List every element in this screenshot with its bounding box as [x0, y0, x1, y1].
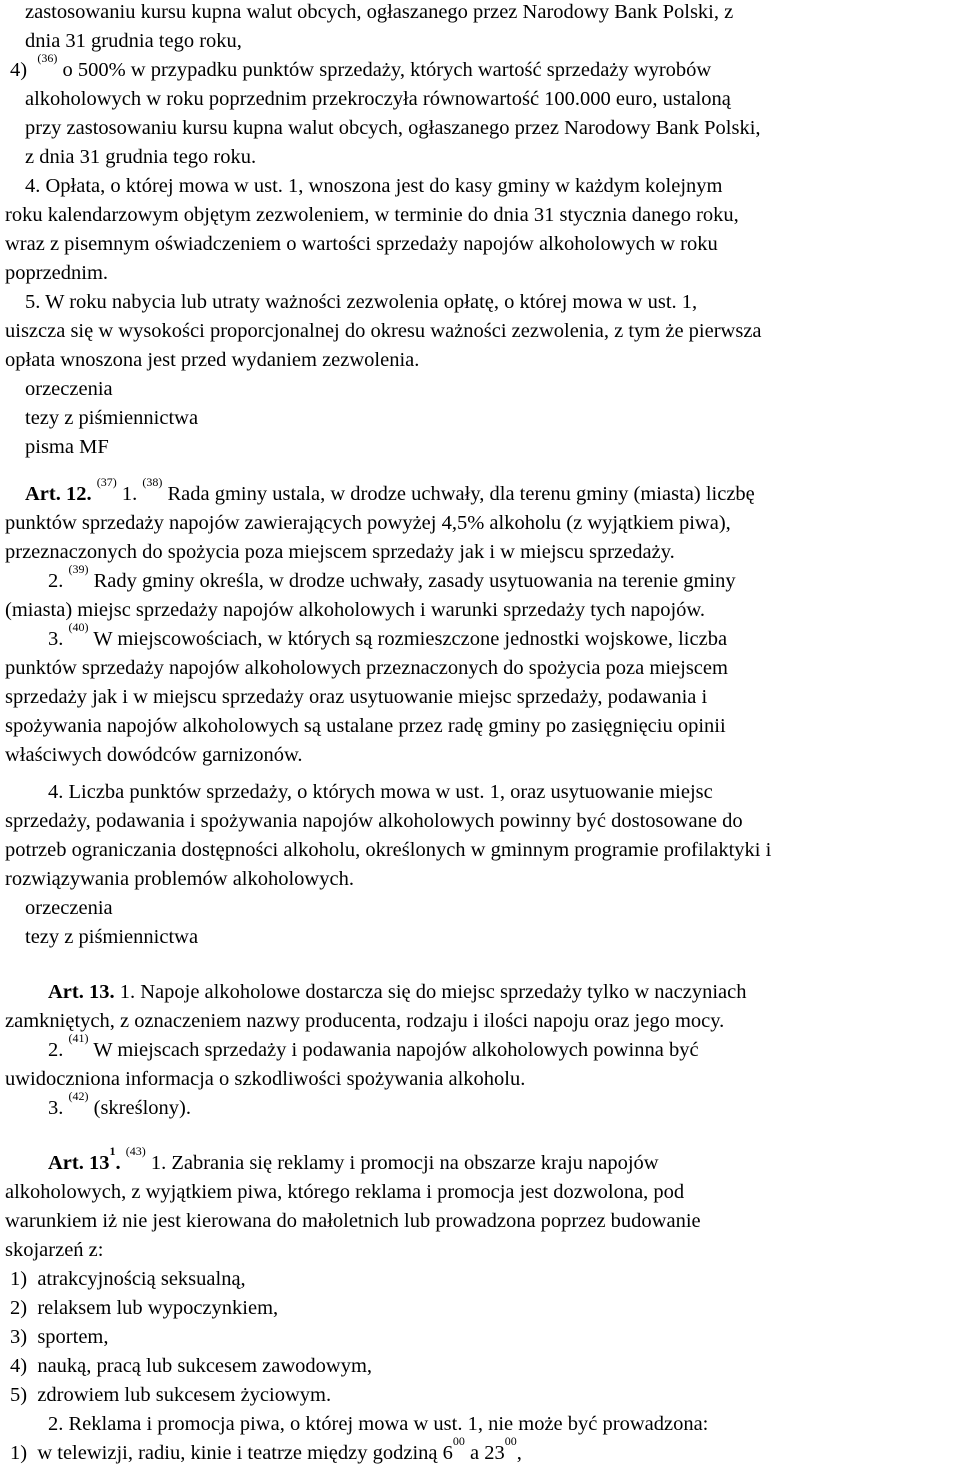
text-line: punktów sprzedaży napojów alkoholowych przeznaczonych do spożycia poza miejscem: [5, 657, 728, 679]
text-line: 2. Reklama i promocja piwa, o której mowa w ust. 1, nie może być prowadzona:: [48, 1413, 709, 1435]
text-line: rozwiązywania problemów alkoholowych.: [5, 868, 354, 890]
footnote-ref[interactable]: (40): [68, 620, 89, 634]
list-number: 4): [10, 59, 28, 81]
text-line: warunkiem iż nie jest kierowana do małoletnich lub prowadzona poprzez budowanie: [5, 1210, 701, 1232]
text-line: 4. Liczba punktów sprzedaży, o których mowa w ust. 1, oraz usytuowanie miejsc: [48, 781, 713, 803]
link-orzeczenia[interactable]: orzeczenia: [25, 897, 113, 919]
link-tezy[interactable]: tezy z piśmiennictwa: [25, 407, 199, 429]
text-line: opłata wnoszona jest przed wydaniem zezwolenia.: [5, 349, 420, 371]
text-line: alkoholowych, z wyjątkiem piwa, którego reklama i promocja jest dozwolona, pod: [5, 1181, 685, 1203]
text-line: uwidoczniona informacja o szkodliwości spożywania alkoholu.: [5, 1068, 526, 1090]
footnote-ref[interactable]: (41): [68, 1031, 89, 1045]
footnote-ref[interactable]: (38): [142, 475, 163, 489]
text-line: (miasta) miejsc sprzedaży napojów alkoholowych i warunki sprzedaży tych napojów.: [5, 599, 706, 621]
list-item: 1) atrakcyjnością seksualną,: [10, 1268, 246, 1290]
paragraph-3: 3. $^{(40)}$ W miejscowościach, w których są rozmieszczone jednostki wojskowe, liczba: [48, 620, 728, 650]
text-line: roku kalendarzowym objętym zezwoleniem, w terminie do dnia 31 stycznia danego roku,: [5, 204, 739, 226]
link-pisma-mf[interactable]: pisma MF: [25, 436, 109, 458]
text-line: spożywania napojów alkoholowych są ustalane przez radę gminy po zasięgnięciu opinii: [5, 715, 726, 737]
text-line: sprzedaży jak i w miejscu sprzedaży oraz usytuowanie miejsc sprzedaży, podawania i: [5, 686, 708, 708]
list-item: 5) zdrowiem lub sukcesem życiowym.: [10, 1384, 332, 1406]
text-line: przy zastosowaniu kursu kupna walut obcych, ogłaszanego przez Narodowy Bank Polski,: [25, 117, 761, 139]
text-line: potrzeb ograniczania dostępności alkoholu, określonych w gminnym programie profilaktyki i: [5, 839, 772, 861]
footnote-ref[interactable]: (39): [68, 562, 89, 576]
footnote-ref[interactable]: (36): [37, 51, 58, 65]
text-line: skojarzeń z:: [5, 1239, 104, 1261]
text-line: uiszcza się w wysokości proporcjonalnej do okresu ważności zezwolenia, z tym że pierwsza: [5, 320, 762, 342]
text-line: sprzedaży, podawania i spożywania napojów alkoholowych powinny być dostosowane do: [5, 810, 743, 832]
text-line: zamkniętych, z oznaczeniem nazwy producenta, rodzaju i ilości napoju oraz jego mocy.: [5, 1010, 725, 1032]
footnote-ref[interactable]: (42): [68, 1089, 89, 1103]
text-line: alkoholowych w roku poprzednim przekroczyła równowartość 100.000 euro, ustaloną: [25, 88, 731, 110]
article-number: Art. 12.: [25, 483, 92, 505]
paragraph-3: 3. $^{(42)}$ (skreślony).: [48, 1089, 191, 1119]
list-item: 4) nauką, pracą lub sukcesem zawodowym,: [10, 1355, 373, 1377]
text-line: 4. Opłata, o której mowa w ust. 1, wnoszona jest do kasy gminy w każdym kolejnym: [25, 175, 723, 197]
list-item: [10, 51, 712, 85]
footnote-ref[interactable]: (43): [125, 1144, 146, 1158]
list-item: 2) relaksem lub wypoczynkiem,: [10, 1297, 279, 1319]
link-tezy[interactable]: tezy z piśmiennictwa: [25, 926, 199, 948]
article-13-heading: Art. 13. 1. Napoje alkoholowe dostarcza się do miejsc sprzedaży tylko w naczyniach: [48, 981, 747, 1003]
article-number: Art. 13.: [48, 981, 115, 1003]
text-line: z dnia 31 grudnia tego roku.: [25, 146, 257, 168]
text-line: 5. W roku nabycia lub utraty ważności zezwolenia opłatę, o której mowa w ust. 1,: [25, 291, 698, 313]
paragraph-2: 2. $^{(41)}$ W miejscach sprzedaży i podawania napojów alkoholowych powinna być: [48, 1031, 699, 1061]
article-12-heading: Art. 12. $^{(37)}$ 1. $^{(38)}$ Rada gminy ustala, w drodze uchwały, dla terenu gminy (miasta) liczbę: [25, 475, 755, 505]
list-item: 3) sportem,: [10, 1326, 109, 1348]
text-line: przeznaczonych do spożycia poza miejscem sprzedaży jak i w miejscu sprzedaży.: [5, 541, 675, 563]
link-orzeczenia[interactable]: orzeczenia: [25, 378, 113, 400]
text-line: punktów sprzedaży napojów zawierających powyżej 4,5% alkoholu (z wyjątkiem piwa),: [5, 512, 731, 534]
text-line: poprzednim.: [5, 262, 109, 284]
footnote-ref[interactable]: (37): [96, 475, 117, 489]
article-number: Art. 13: [48, 1152, 110, 1174]
article-13-1-heading: Art. $13^1$. $^{(43)}$ 1. Zabrania się reklamy i promocji na obszarze kraju napojów: [48, 1144, 659, 1174]
text-line: wraz z pisemnym oświadczeniem o wartości sprzedaży napojów alkoholowych w roku: [5, 233, 718, 255]
paragraph-2: 2. $^{(39)}$ Rady gminy określa, w drodze uchwały, zasady usytuowania na terenie gminy: [48, 562, 736, 592]
list-item: 1) w telewizji, radiu, kinie i teatrze między godziną $6^{00}$ a $23^{00}$,: [10, 1434, 522, 1464]
text-line: zastosowaniu kursu kupna walut obcych, ogłaszanego przez Narodowy Bank Polski, z: [25, 1, 734, 23]
text-line: właściwych dowódców garnizonów.: [5, 744, 303, 766]
text-line: dnia 31 grudnia tego roku,: [25, 30, 242, 52]
list-text: o 500% w przypadku punktów sprzedaży, których wartość sprzedaży wyrobów: [57, 59, 712, 81]
